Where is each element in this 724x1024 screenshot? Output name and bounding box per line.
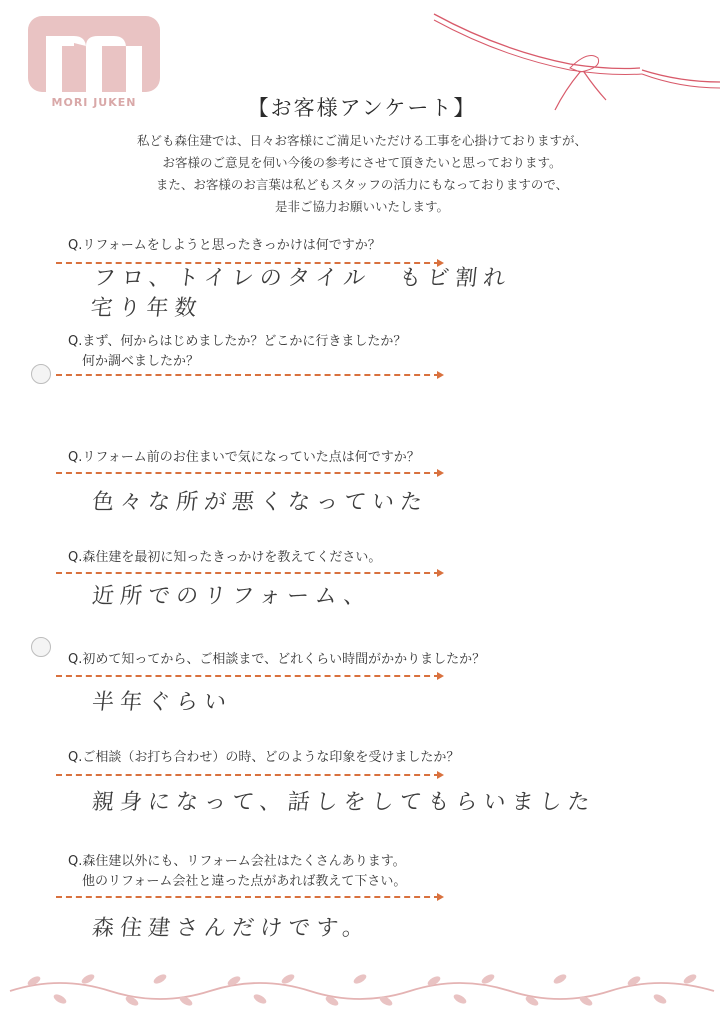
- question-text: 何か調べましたか？: [82, 354, 200, 369]
- question-2: [68, 332, 406, 372]
- intro-line: お客様のご意見を伺い今後の参考にさせて頂きたいと思っております。: [162, 155, 562, 170]
- dotted-divider: [56, 896, 440, 898]
- vine-decoration: [0, 965, 724, 1015]
- intro-line: また、お客様のお言葉は私どもスタッフの活力にもなっておりますので、: [155, 177, 569, 192]
- answer-6: [90, 788, 597, 818]
- answer-1: [89, 264, 513, 324]
- intro-text: [0, 130, 724, 218]
- intro-line: 是非ご協力お願いいたします。: [274, 199, 449, 214]
- answer-text: 半年ぐらい: [90, 690, 234, 715]
- answer-4: [90, 582, 373, 612]
- question-6: [68, 748, 459, 768]
- dotted-divider: [56, 572, 440, 574]
- answer-text: 宅り年数: [89, 296, 204, 321]
- answer-3: [90, 488, 429, 518]
- question-text: Q.リフォーム前のお住まいで気になっていた点は何ですか？: [68, 450, 420, 465]
- dotted-divider: [56, 374, 440, 376]
- answer-text: 親身になって、話しをしてもらいました: [90, 790, 597, 815]
- question-text: 他のリフォーム会社と違った点があれば教えて下さい。: [82, 874, 407, 889]
- question-text: Q.森住建以外にも、リフォーム会社はたくさんあります。: [68, 854, 406, 869]
- question-text: Q.森住建を最初に知ったきっかけを教えてください。: [68, 550, 382, 565]
- answer-text: 近所でのリフォーム、: [90, 584, 373, 609]
- question-4: [68, 548, 381, 568]
- page-title: 【お客様アンケート】: [247, 96, 477, 120]
- question-text: Q.初めて知ってから、ご相談まで、どれくらい時間がかかりましたか？: [68, 652, 486, 667]
- question-text: Q.まず、何からはじめましたか？どこかに行きましたか？: [68, 334, 407, 349]
- question-5: [68, 650, 485, 670]
- question-1: [68, 236, 381, 256]
- dotted-divider: [56, 675, 440, 677]
- answer-text: 森住建さんだけです。: [90, 916, 372, 941]
- dotted-divider: [56, 774, 440, 776]
- answer-text: 色々な所が悪くなっていた: [90, 490, 430, 515]
- logo-caption: MORI JUKEN: [51, 96, 137, 109]
- dotted-divider: [56, 472, 440, 474]
- question-7: [68, 852, 406, 892]
- answer-7: [90, 914, 371, 944]
- answer-5: [90, 688, 233, 718]
- punch-hole: [31, 637, 51, 657]
- answer-text: フロ、トイレのタイル もビ割れ: [92, 266, 513, 291]
- question-text: Q.リフォームをしようと思ったきっかけは何ですか？: [68, 238, 381, 253]
- question-3: [68, 448, 420, 468]
- punch-hole: [31, 364, 51, 384]
- question-text: Q.ご相談（お打ち合わせ）の時、どのような印象を受けましたか？: [68, 750, 460, 765]
- intro-line: 私ども森住建では、日々お客様にご満足いただける工事を心掛けておりますが、: [136, 133, 587, 148]
